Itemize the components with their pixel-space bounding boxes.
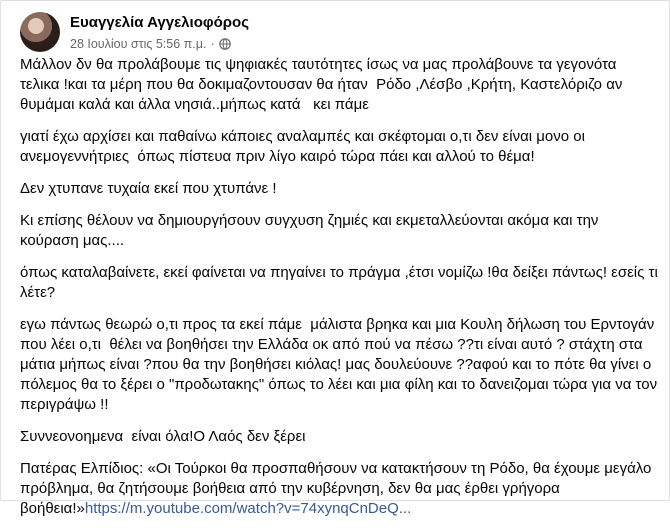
- post-paragraph: Δεν χτυπανε τυχαία εκεί που χτυπάνε !: [20, 180, 277, 197]
- post-subline: [70, 36, 249, 52]
- post-paragraph: Κι επίσης θέλουν να δημιουργήσουν συγχυση ζημιές και εκμεταλλεύονται ακόμα και την κούραση μας....: [20, 212, 603, 249]
- author-name[interactable]: Ευαγγελία Αγγελιοφόρος: [70, 14, 249, 31]
- post-body: [20, 55, 662, 531]
- post-paragraph: Συννεονοημενα είναι όλα!Ο Λαός δεν ξέρει: [20, 428, 306, 445]
- post-header: [20, 12, 249, 52]
- separator-dot: ·: [210, 37, 215, 51]
- post-paragraph: εγω πάντως θεωρώ ο,τι προς τα εκεί πάμε μάλιστα βρηκα και μια Κουλη δήλωση του Ερντογάν που λέει ο,τι θέλει να βοηθήσει την Ελλάδα οκ από πού να πέσω ??τι είναι αυτό ? στάχτη στα μάτια μήπως είναι ?που θα την βοηθήσει κιόλας! μας δουλεύουνε ??αφού και το πότε θα γίνει ο πόλεμος θα το ξέρει ο "προδωτακης" όπως το λέει και μια φίλη και το δανειζομαι τώρα για να τον περιγράψω !!: [20, 316, 662, 413]
- author-avatar[interactable]: [20, 12, 60, 52]
- post-paragraph: Μάλλον δν θα προλάβουμε τις ψηφιακές ταυτότητες ίσως να μας προλάβουνε τα γεγονότα τελικα !και τα μέρη που θα δοκιμαζοντουσαν θα ήταν Ρόδο ,Λέσβο ,Κρήτη, Καστελόριζο αν θυμάμαι καλά και άλλα νησιά..μήπως κατά κει πάμε: [20, 56, 627, 113]
- post-paragraph: γιατί έχω αρχίσει και παθαίνω κάποιες αναλαμπές και σκέφτομαι ο,τι δεν είναι μονο οι ανεμογεννήτριες όπως πίστευα πριν λίγο καιρό τώρα πάει και αλλού το θέμα!: [20, 128, 590, 165]
- youtube-link[interactable]: https://m.youtube.com/watch?v=74xynqCnDeQ...: [84, 500, 412, 517]
- post-paragraph: όπως καταλαβαίνετε, εκεί φαίνεται να πηγαίνει το πράγμα ,έτσι νομίζω !θα δείξει πάντως! εσείς τι λέτε?: [20, 264, 662, 301]
- post-meta: [70, 14, 249, 52]
- post-paragraph-last: [20, 459, 659, 519]
- quote-text: Πατέρας Ελπίδιος: «Οι Τούρκοι θα προσπαθήσουν να κατακτήσουν τη Ρόδο, θα έχουμε μεγάλο πρόβλημα, θα ζητήσουμε βοήθεια από την κυβέρνηση, δεν θα μας έρθει γρήγορα βοήθεια!»: [20, 460, 656, 517]
- globe-icon[interactable]: [219, 38, 231, 50]
- post-timestamp[interactable]: 28 Ιουλίου στις 5:56 π.μ.: [70, 37, 207, 51]
